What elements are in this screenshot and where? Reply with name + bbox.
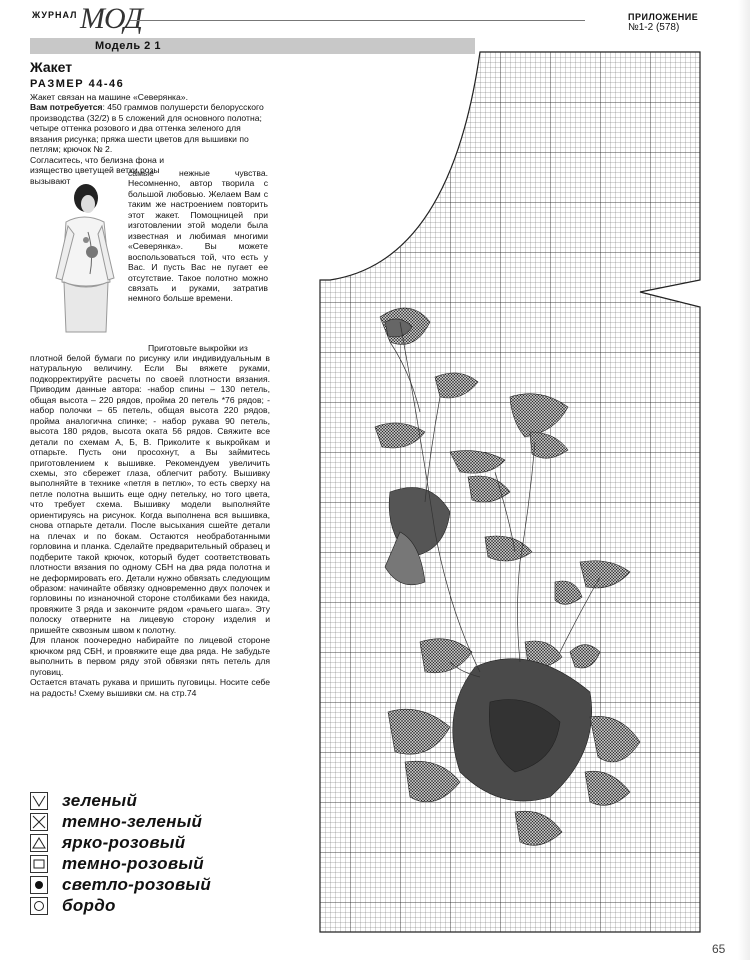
filled-dot-icon	[30, 876, 48, 894]
legend-item-dark-green	[30, 811, 270, 832]
agree-text-b: самые нежные чувства. Несомненно, автор творила с большой любовью. Желаем Вам с таким же настроением повторить этот жакет. Помощницей при изготовлении этой модели была известная и любимая многими «Северянка». Вы можете воспользоваться той, что есть у Вас. И пусть Вас не пугает ее отсутствие. Такое полотно можно связать и руками, затратив немного больше времени.	[128, 168, 268, 304]
supplement-label: ПРИЛОЖЕНИЕ	[628, 12, 699, 22]
knitting-chart	[300, 52, 720, 937]
legend-item-bright-pink	[30, 832, 270, 853]
circle-icon	[30, 897, 48, 915]
final-text: Остается втачать рукава и пришить пуговицы. Носите себе на радость! Схему вышивки см. на стр.74	[30, 677, 270, 698]
legend-item-light-pink	[30, 874, 270, 895]
machine-text: Жакет связан на машине «Северянка».	[30, 92, 188, 102]
patterns-text-a: Приготовьте выкройки из	[148, 343, 248, 353]
photo-rose-small	[83, 237, 89, 243]
photo-face	[81, 195, 95, 213]
page-number: 65	[712, 942, 726, 956]
header-rule	[130, 20, 585, 21]
page-edge	[738, 0, 750, 960]
intro-text	[30, 92, 270, 186]
patterns-text-b: плотной белой бумаги по рисунку или индивидуальным в натуральную величину. Если Вы вяжете руками, подкорректируйте расчеты по своей плотности вязания. Приводим данные автора: -набор спины – 130 петель, общая высота – 220 рядов, пройма 20 петель *76 рядов; - набор полочки – 65 петель, общая высота 220 рядов, пройма аналогична спинке; - набор рукава 90 петель, высота 180 рядов, высота оката 56 рядов. Свяжите все детали по схемам А, Б, В. Приколите к выкройкам и отпарьте. Пусть они просохнут, а Вы займитесь приготовлением к вышивке. Рекомендуем увеличить схемы, это сбережет глаза, облегчит работу. Вышивку выполняйте в технике «петля в петлю», то есть сверху на петле полотна вышить еще одну петельку, но того цвета, что требует схема. Вышивку модели выполняйте ориентируясь на рисунок. Когда выполнена вся вышивка, снова отпарьте детали. После высыхания сшейте детали на плечах и по бокам. Остаются необработанными горловина и планка. Сделайте предварительный образец и подберите такой крючок, который будет соответствовать плотности вязания по одному СБН на два ряда полотна и не деформировать его. Детали нужно обвязать следующим образом: начинайте обвязку одновременно двух полочек и горловины по изнаночной стороне столбиками без накида, провяжите 3 ряда и закончите рядом «рачьего шага». Эту полоску отверните на лицевую сторону изделия и пришейте сквозным швом к полотну.	[30, 353, 270, 635]
page-title: Жакет	[30, 59, 73, 75]
size-label: РАЗМЕР 44-46	[30, 78, 125, 90]
model-photo	[48, 182, 120, 332]
legend-item-dark-pink	[30, 853, 270, 874]
issue-number: №1-2 (578)	[628, 22, 680, 33]
v-mark-icon	[30, 792, 48, 810]
journal-small-label: ЖУРНАЛ	[32, 10, 78, 20]
legend-label: светло-розовый	[62, 875, 212, 894]
square-icon	[30, 855, 48, 873]
materials-text	[30, 102, 270, 154]
legend-label: ярко-розовый	[62, 833, 186, 852]
plank-text: Для планок поочередно набирайте по лицевой стороне крючком ряд СБН, и провяжите еще два ряда. Не забудьте выполнить в первом ряду этой обвязки пять петель для пуговиц.	[30, 635, 270, 677]
legend-label: темно-розовый	[62, 854, 204, 873]
x-mark-icon	[30, 813, 48, 831]
photo-skirt	[64, 282, 108, 332]
model-label: Модель 2 1	[95, 40, 161, 52]
chart-grid	[300, 52, 720, 937]
legend-item-bordeaux	[30, 895, 270, 916]
main-text	[30, 353, 270, 698]
legend-label: бордо	[62, 896, 116, 915]
legend-label: зеленый	[62, 791, 138, 810]
photo-rose-big	[86, 246, 98, 258]
triangle-icon	[30, 834, 48, 852]
legend-label: темно-зеленый	[62, 812, 203, 831]
journal-logo: МОД	[80, 2, 142, 35]
legend-item-green	[30, 790, 270, 811]
agree-text-a: Согласитесь, что белизна фона и изящество цветущей ветки розы вызывают	[30, 154, 165, 186]
you-need-label: Вам потребуется	[30, 102, 103, 113]
you-need-text: : 450 граммов полушерсти белорусского производства (32/2) в 5 сложений для основного полотна; четыре оттенка розового и два оттенка зеленого для вязания рисунка; пряжа шести цветов для вышивки по петлям; крючок № 2.	[30, 102, 264, 155]
